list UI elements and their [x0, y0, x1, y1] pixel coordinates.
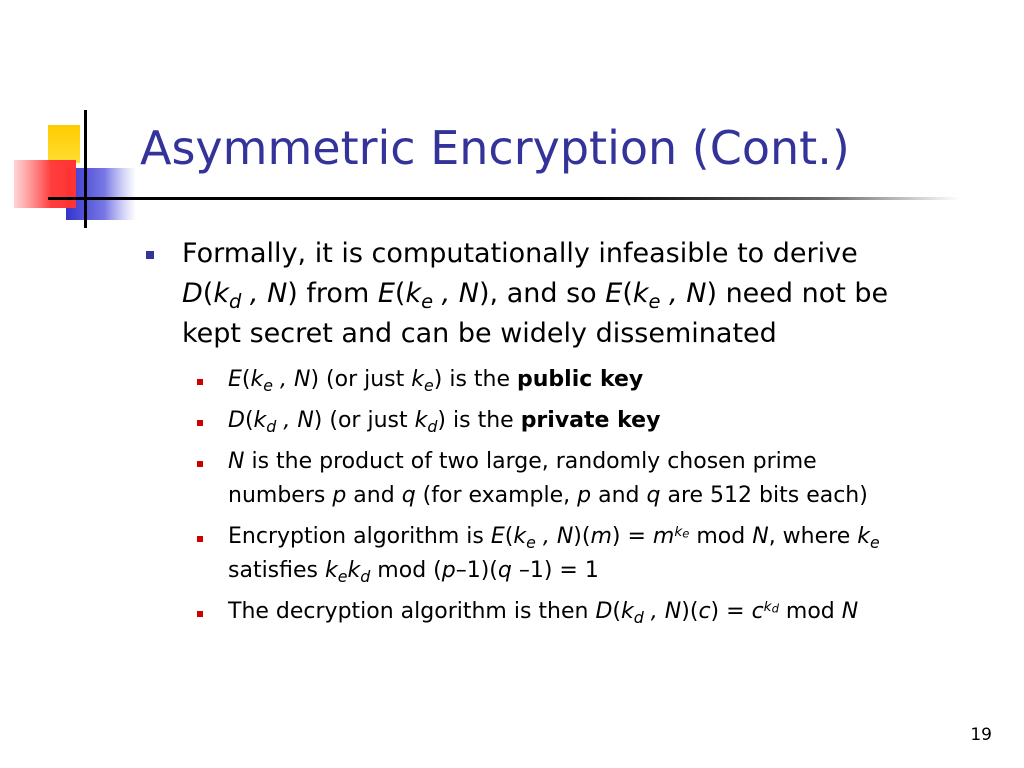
sub-bullet-private-key: $D(k_d$ , N) (or just $k_d$) is the private key	[228, 408, 661, 436]
level1-bullet-marker	[146, 251, 154, 259]
level2-bullet-marker	[197, 461, 203, 467]
level2-bullet-marker	[197, 420, 203, 426]
main-bullet-line-2: $D(k_d$ , N) from $E(k_e$ , N), and so $E(k_e$ , N) need not be	[182, 278, 889, 313]
n-product-line-1: N is the product of two large, randomly chosen prime	[228, 449, 817, 474]
level2-bullet-marker	[197, 536, 203, 542]
level2-bullet-marker	[197, 611, 203, 617]
sub-bullet-decryption: The decryption algorithm is then $D(k_d$ , $N)(c) = c^{k_d}$ mod N	[228, 598, 859, 627]
slide-number: 19	[970, 725, 992, 745]
main-bullet-line-1: Formally, it is computationally infeasible to derive	[182, 238, 858, 269]
sub-bullet-n-product	[228, 445, 1008, 513]
main-bullet-line-3: kept secret and can be widely disseminated	[182, 318, 777, 349]
main-bullet-text	[182, 234, 1002, 354]
encryption-line-2: satisfies $k_ek_d$ mod (p–1)(q –1) = 1	[228, 558, 599, 586]
private-key-term: private key	[520, 408, 661, 433]
n-product-line-2: numbers p and q (for example, p and q are 512 bits each)	[228, 483, 868, 508]
level2-bullet-marker	[197, 379, 203, 385]
encryption-line-1: Encryption algorithm is $E(k_e$ , $N)(m) = m^{k_e}$ mod N, where $k_e$	[228, 523, 880, 552]
slide-title: Asymmetric Encryption (Cont.)	[140, 121, 850, 175]
sub-bullet-public-key: $E(k_e$ , N) (or just $k_e$) is the public key	[228, 367, 644, 395]
public-key-term: public key	[517, 367, 644, 392]
sub-bullet-encryption	[228, 520, 1008, 588]
